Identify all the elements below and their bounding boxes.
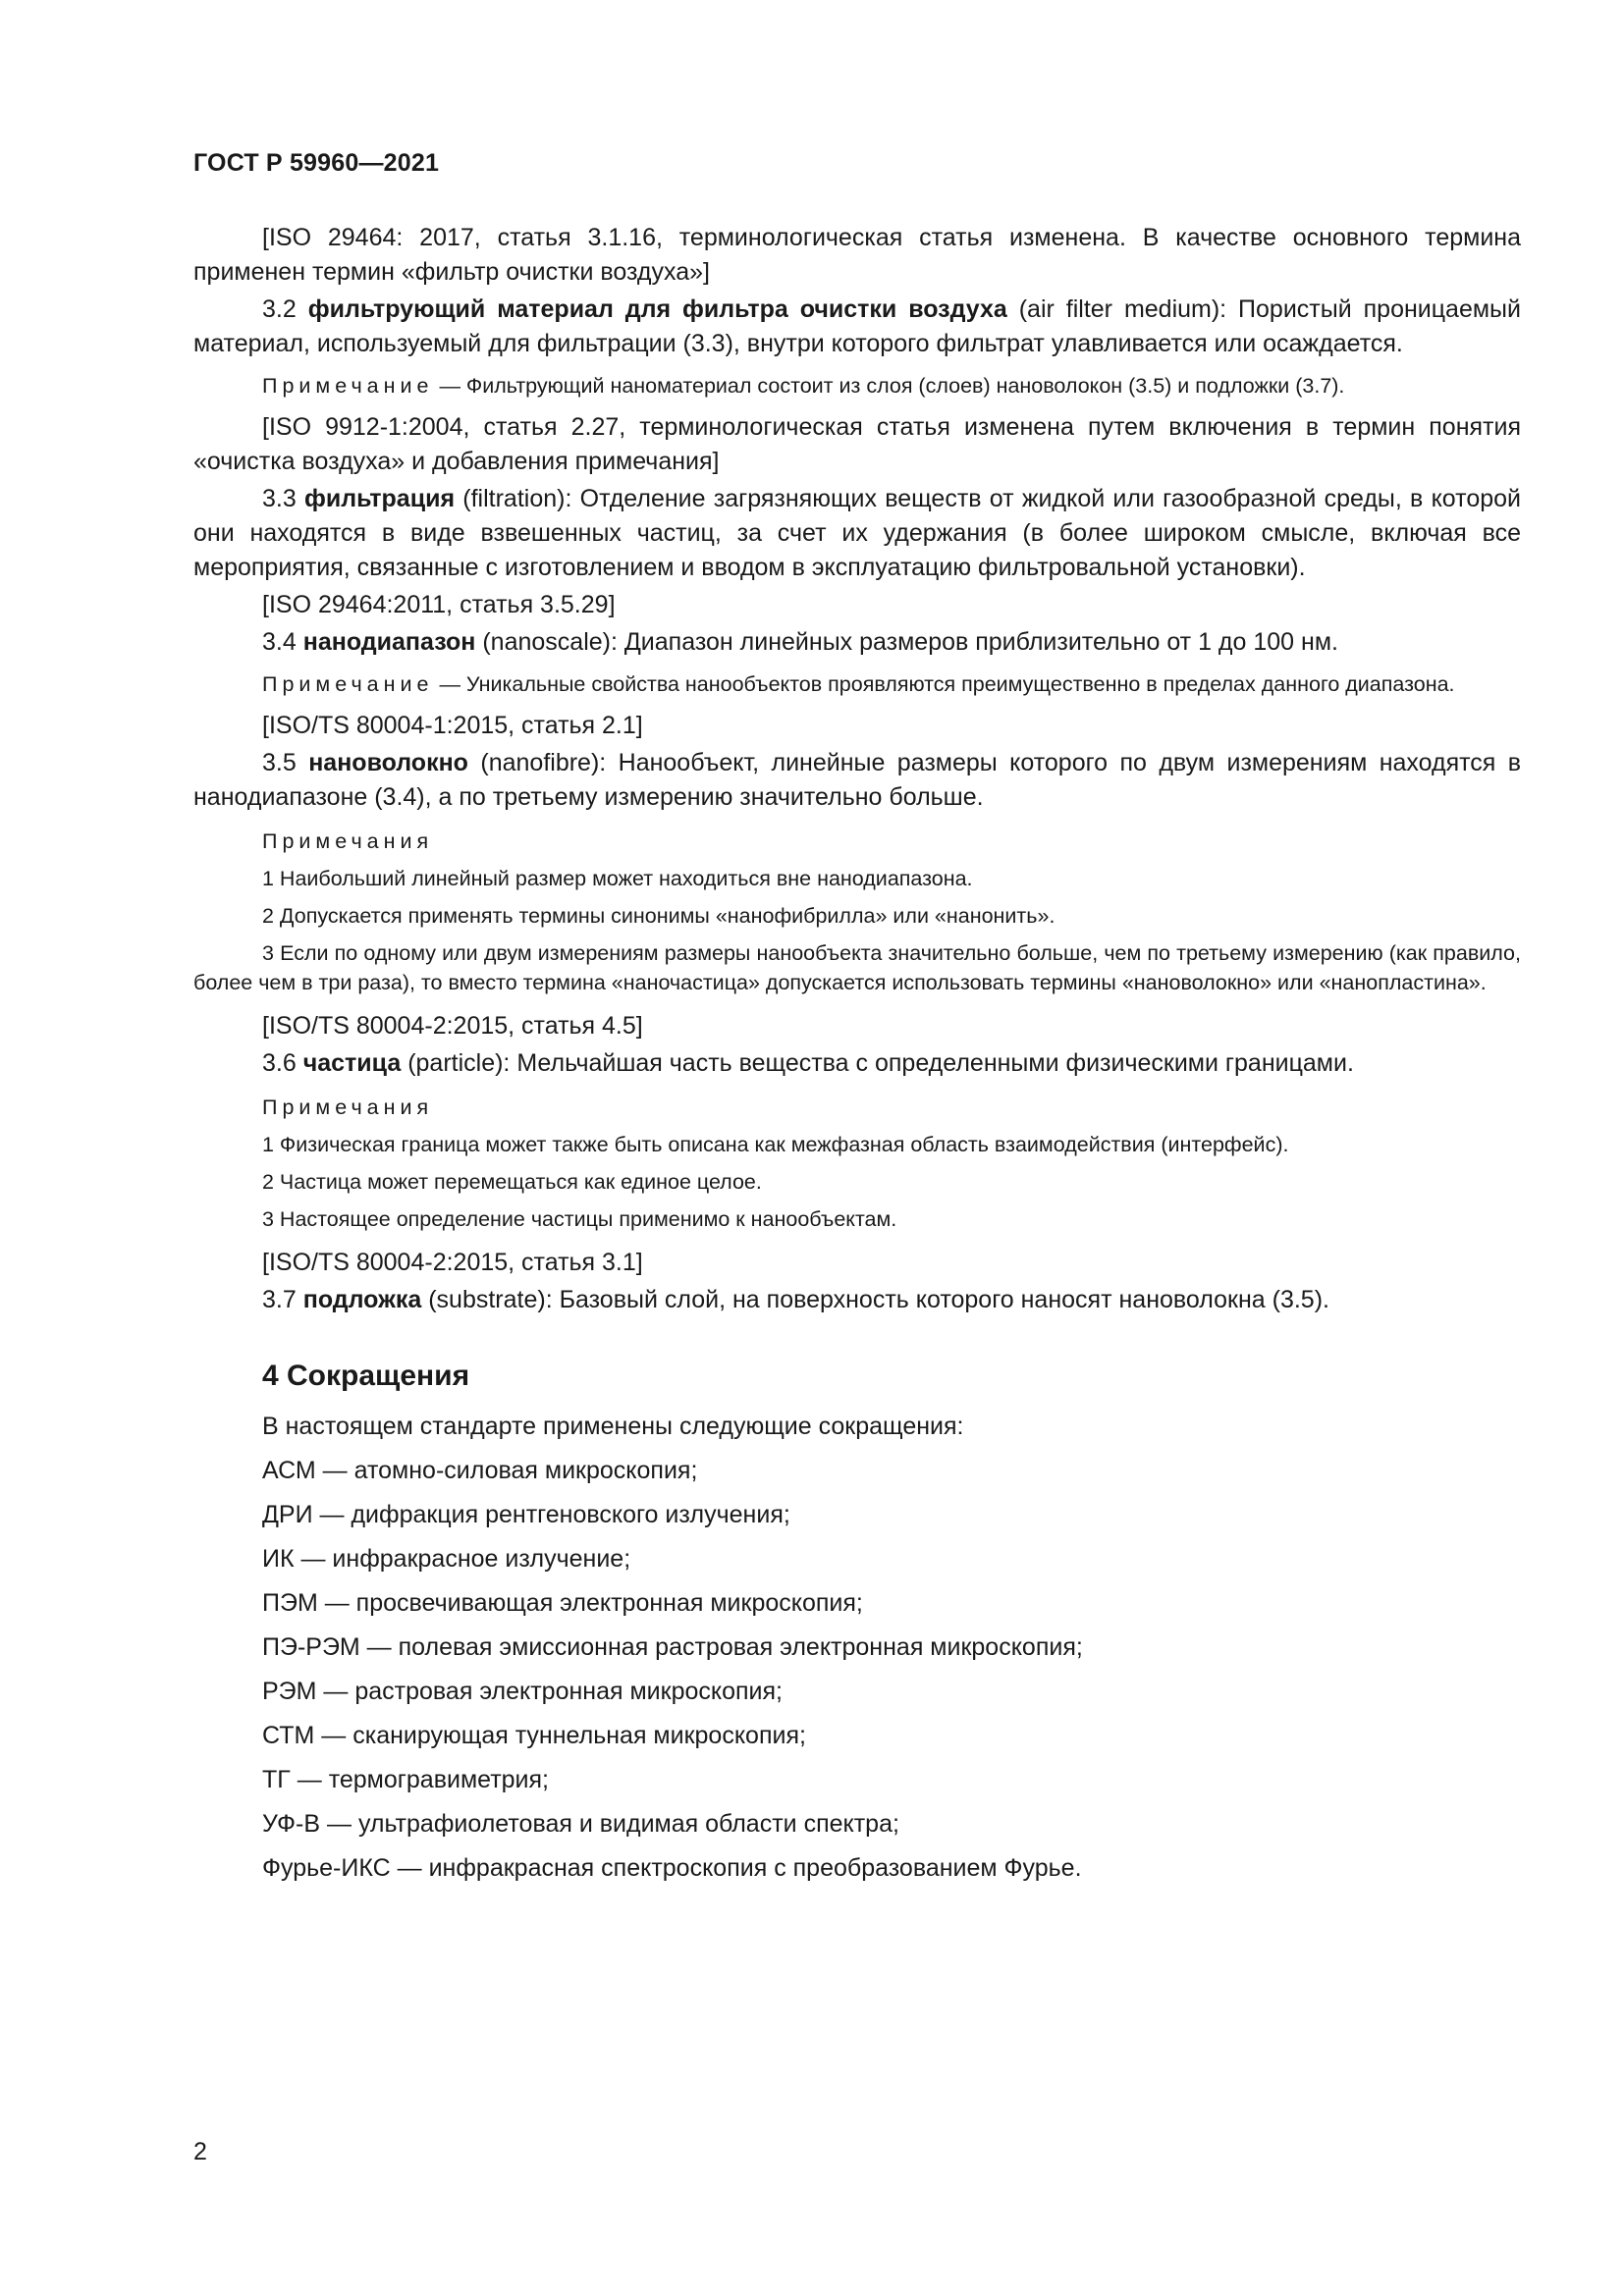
term-3-4-name: нанодиапазон: [302, 628, 476, 656]
reference-3-2: [ISO 9912-1:2004, статья 2.27, терминологическая статья изменена путем включения в термин понятия «очистка воздуха» и добавления примечания]: [193, 413, 1521, 475]
reference-3-4: [ISO/TS 80004-1:2015, статья 2.1]: [262, 712, 643, 739]
reference-3-3: [ISO 29464:2011, статья 3.5.29]: [262, 591, 616, 618]
note-item: 2 Допускается применять термины синонимы «нанофибрилла» или «нанонить».: [262, 904, 1056, 928]
note-3-2: Примечание — Фильтрующий наноматериал состоит из слоя (слоев) нановолокон (3.5) и подложки (3.7).: [262, 374, 1345, 398]
note-item: 1 Наибольший линейный размер может находиться вне нанодиапазона.: [262, 867, 973, 890]
document-body: [193, 221, 1521, 1896]
reference-3-6: [ISO/TS 80004-2:2015, статья 3.1]: [262, 1249, 643, 1276]
term-3-3: 3.3 фильтрация (filtration): Отделение загрязняющих веществ от жидкой или газообразной среды, в которой они находятся в виде взвешенных частиц, за счет их удержания (в более широком смысле, включая все мероприятия, связанные с изготовлением и вводом в эксплуатацию фильтровальной установки).: [193, 485, 1521, 581]
section-4-title: 4 Сокращения: [262, 1360, 470, 1392]
term-3-7: 3.7 подложка (substrate): Базовый слой, на поверхность которого наносят нановолокна (3.5).: [262, 1286, 1329, 1313]
notes-3-5-label: Примечания: [262, 829, 434, 853]
term-3-4: 3.4 нанодиапазон (nanoscale): Диапазон линейных размеров приблизительно от 1 до 100 нм.: [262, 628, 1338, 656]
term-3-3-name: фильтрация: [304, 485, 456, 512]
term-3-2: 3.2 фильтрующий материал для фильтра очистки воздуха (air filter medium): Пористый проницаемый материал, используемый для фильтрации (3.3), внутри которого фильтрат улавливается или осаждается.: [193, 295, 1521, 357]
abbreviation-item: ИК — инфракрасное излучение;: [262, 1545, 631, 1573]
notes-3-6: [193, 1093, 1521, 1234]
abbreviation-item: ДРИ — дифракция рентгеновского излучения;: [262, 1501, 790, 1528]
abbreviation-item: РЭМ — растровая электронная микроскопия;: [262, 1678, 783, 1705]
term-3-5-name: нановолокно: [308, 749, 468, 776]
term-3-5: 3.5 нановолокно (nanofibre): Нанообъект, линейные размеры которого по двум измерениям находятся в нанодиапазоне (3.4), а по третьему измерению значительно больше.: [193, 749, 1522, 811]
note-item: 3 Если по одному или двум измерениям размеры нанообъекта значительно больше, чем по третьему измерению (как правило, более чем в три раза), то вместо термина «наночастица» допускается использовать термины «нановолокно» или «нанопластина».: [193, 941, 1521, 994]
reference-3-5: [ISO/TS 80004-2:2015, статья 4.5]: [262, 1012, 643, 1040]
reference-3-1: [ISO 29464: 2017, статья 3.1.16, терминологическая статья изменена. В качестве основного термина применен термин «фильтр очистки воздуха»]: [193, 224, 1521, 286]
note-item: 2 Частица может перемещаться как единое целое.: [262, 1170, 762, 1194]
abbreviation-item: Фурье-ИКС — инфракрасная спектроскопия с преобразованием Фурье.: [262, 1854, 1082, 1882]
note-item: 3 Настоящее определение частицы применимо к нанообъектам.: [262, 1207, 897, 1231]
document-id-header: ГОСТ Р 59960—2021: [193, 149, 440, 177]
note-3-4: Примечание — Уникальные свойства нанообъектов проявляются преимущественно в пределах данного диапазона.: [262, 672, 1455, 696]
abbreviation-item: СТМ — сканирующая туннельная микроскопия;: [262, 1722, 806, 1749]
term-3-6: 3.6 частица (particle): Мельчайшая часть вещества с определенными физическими границами.: [262, 1049, 1354, 1077]
notes-3-6-label: Примечания: [262, 1095, 434, 1119]
term-3-2-name: фильтрующий материал для фильтра очистки воздуха: [307, 295, 1007, 323]
term-3-6-name: частица: [302, 1049, 402, 1077]
page-number: 2: [193, 2138, 207, 2165]
abbreviation-item: АСМ — атомно-силовая микроскопия;: [262, 1457, 698, 1484]
notes-3-5: [193, 827, 1521, 997]
abbreviations-intro: В настоящем стандарте применены следующие сокращения:: [262, 1413, 964, 1440]
abbreviation-item: ПЭ-РЭМ — полевая эмиссионная растровая электронная микроскопия;: [262, 1633, 1083, 1661]
abbreviation-item: ПЭМ — просвечивающая электронная микроскопия;: [262, 1589, 863, 1617]
term-3-7-name: подложка: [302, 1286, 422, 1313]
note-item: 1 Физическая граница может также быть описана как межфазная область взаимодействия (интерфейс).: [262, 1133, 1289, 1156]
abbreviation-item: ТГ — термогравиметрия;: [262, 1766, 550, 1793]
abbreviation-item: УФ-В — ультрафиолетовая и видимая области спектра;: [262, 1810, 899, 1838]
